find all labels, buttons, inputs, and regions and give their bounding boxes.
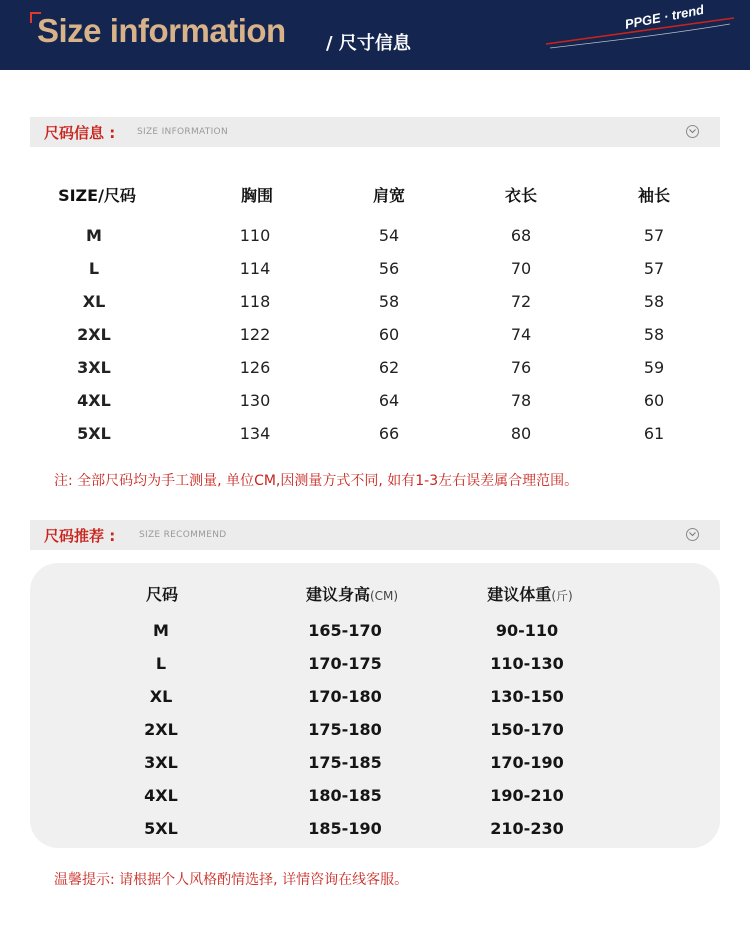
table-cell: 190-210 bbox=[490, 786, 564, 805]
table-cell: 3XL bbox=[77, 358, 111, 377]
table-cell: 175-185 bbox=[308, 753, 382, 772]
table-cell: 165-170 bbox=[308, 621, 382, 640]
table-cell: 114 bbox=[239, 259, 271, 278]
table-cell: 57 bbox=[643, 259, 665, 278]
page-title: Size information bbox=[37, 12, 286, 49]
table-cell: 170-180 bbox=[308, 687, 382, 706]
col-header-chest: 胸围 bbox=[240, 186, 273, 205]
page-subtitle: / 尺寸信息 bbox=[326, 33, 411, 54]
col-header-label: 尺码 bbox=[145, 585, 178, 604]
table-cell: 130-150 bbox=[490, 687, 564, 706]
size-recommend-label-en: SIZE RECOMMEND bbox=[139, 530, 227, 540]
table-cell: 180-185 bbox=[308, 786, 382, 805]
col-header-size: SIZE/尺码 bbox=[58, 186, 136, 205]
col-header-sleeve: 袖长 bbox=[637, 186, 670, 205]
table-cell: 150-170 bbox=[490, 720, 564, 739]
table-cell: 68 bbox=[510, 226, 532, 245]
table-cell: L bbox=[155, 654, 167, 673]
table-cell: 185-190 bbox=[308, 819, 382, 838]
table-cell: 122 bbox=[239, 325, 271, 344]
table-cell: 72 bbox=[510, 292, 532, 311]
table-cell: 4XL bbox=[77, 391, 111, 410]
table-cell: M bbox=[86, 226, 102, 245]
col-header-length: 衣长 bbox=[504, 186, 537, 205]
table-cell: 74 bbox=[510, 325, 532, 344]
col-header-label: 建议体重 bbox=[487, 585, 552, 604]
table-cell: 170-175 bbox=[308, 654, 382, 673]
col-header-height bbox=[272, 582, 432, 605]
size-info-bar bbox=[30, 117, 720, 147]
table-cell: XL bbox=[82, 292, 106, 311]
table-cell: 61 bbox=[643, 424, 665, 443]
col-header-shoulder: 肩宽 bbox=[372, 186, 405, 205]
table-cell: 78 bbox=[510, 391, 532, 410]
table-cell: 126 bbox=[239, 358, 271, 377]
col-header-weight bbox=[450, 582, 610, 605]
size-recommend-bar bbox=[30, 520, 720, 550]
table-cell: 66 bbox=[378, 424, 400, 443]
table-cell: 210-230 bbox=[490, 819, 564, 838]
table-cell: 5XL bbox=[144, 819, 178, 838]
table-cell: 64 bbox=[378, 391, 400, 410]
table-cell: 5XL bbox=[77, 424, 111, 443]
recommend-tip: 温馨提示: 请根据个人风格酌情选择, 详情咨询在线客服。 bbox=[54, 872, 409, 888]
table-cell: 56 bbox=[378, 259, 400, 278]
table-cell: 4XL bbox=[144, 786, 178, 805]
chevron-down-icon[interactable] bbox=[686, 528, 699, 541]
table-cell: XL bbox=[149, 687, 173, 706]
size-info-label: 尺码信息 : bbox=[44, 124, 116, 142]
table-cell: M bbox=[153, 621, 169, 640]
table-cell: L bbox=[88, 259, 100, 278]
chevron-down-icon[interactable] bbox=[686, 125, 699, 138]
table-cell: 110-130 bbox=[490, 654, 564, 673]
col-header-label: 建议身高 bbox=[305, 585, 370, 604]
table-cell: 58 bbox=[378, 292, 400, 311]
table-cell: 90-110 bbox=[495, 621, 559, 640]
col-header-unit: (CM) bbox=[369, 589, 399, 603]
col-header-unit: (斤) bbox=[551, 589, 573, 603]
table-cell: 60 bbox=[643, 391, 665, 410]
table-cell: 57 bbox=[643, 226, 665, 245]
brand-logo: PPGE · trend bbox=[623, 1, 706, 32]
table-cell: 60 bbox=[378, 325, 400, 344]
table-cell: 134 bbox=[239, 424, 271, 443]
table-cell: 118 bbox=[239, 292, 271, 311]
size-info-label-en: SIZE INFORMATION bbox=[137, 127, 228, 137]
table-cell: 62 bbox=[378, 358, 400, 377]
table-cell: 2XL bbox=[77, 325, 111, 344]
table-cell: 54 bbox=[378, 226, 400, 245]
table-cell: 76 bbox=[510, 358, 532, 377]
measurement-note: 注: 全部尺码均为手工测量, 单位CM,因测量方式不同, 如有1-3左右误差属合理范围。 bbox=[54, 473, 579, 489]
table-cell: 130 bbox=[239, 391, 271, 410]
table-cell: 59 bbox=[643, 358, 665, 377]
table-cell: 80 bbox=[510, 424, 532, 443]
table-cell: 110 bbox=[239, 226, 271, 245]
table-cell: 3XL bbox=[144, 753, 178, 772]
table-cell: 175-180 bbox=[308, 720, 382, 739]
col-header-size bbox=[82, 582, 242, 605]
table-cell: 2XL bbox=[144, 720, 178, 739]
table-cell: 58 bbox=[643, 292, 665, 311]
table-cell: 58 bbox=[643, 325, 665, 344]
table-cell: 170-190 bbox=[490, 753, 564, 772]
table-cell: 70 bbox=[510, 259, 532, 278]
header-banner bbox=[0, 0, 750, 70]
size-recommend-label: 尺码推荐 : bbox=[44, 527, 116, 545]
